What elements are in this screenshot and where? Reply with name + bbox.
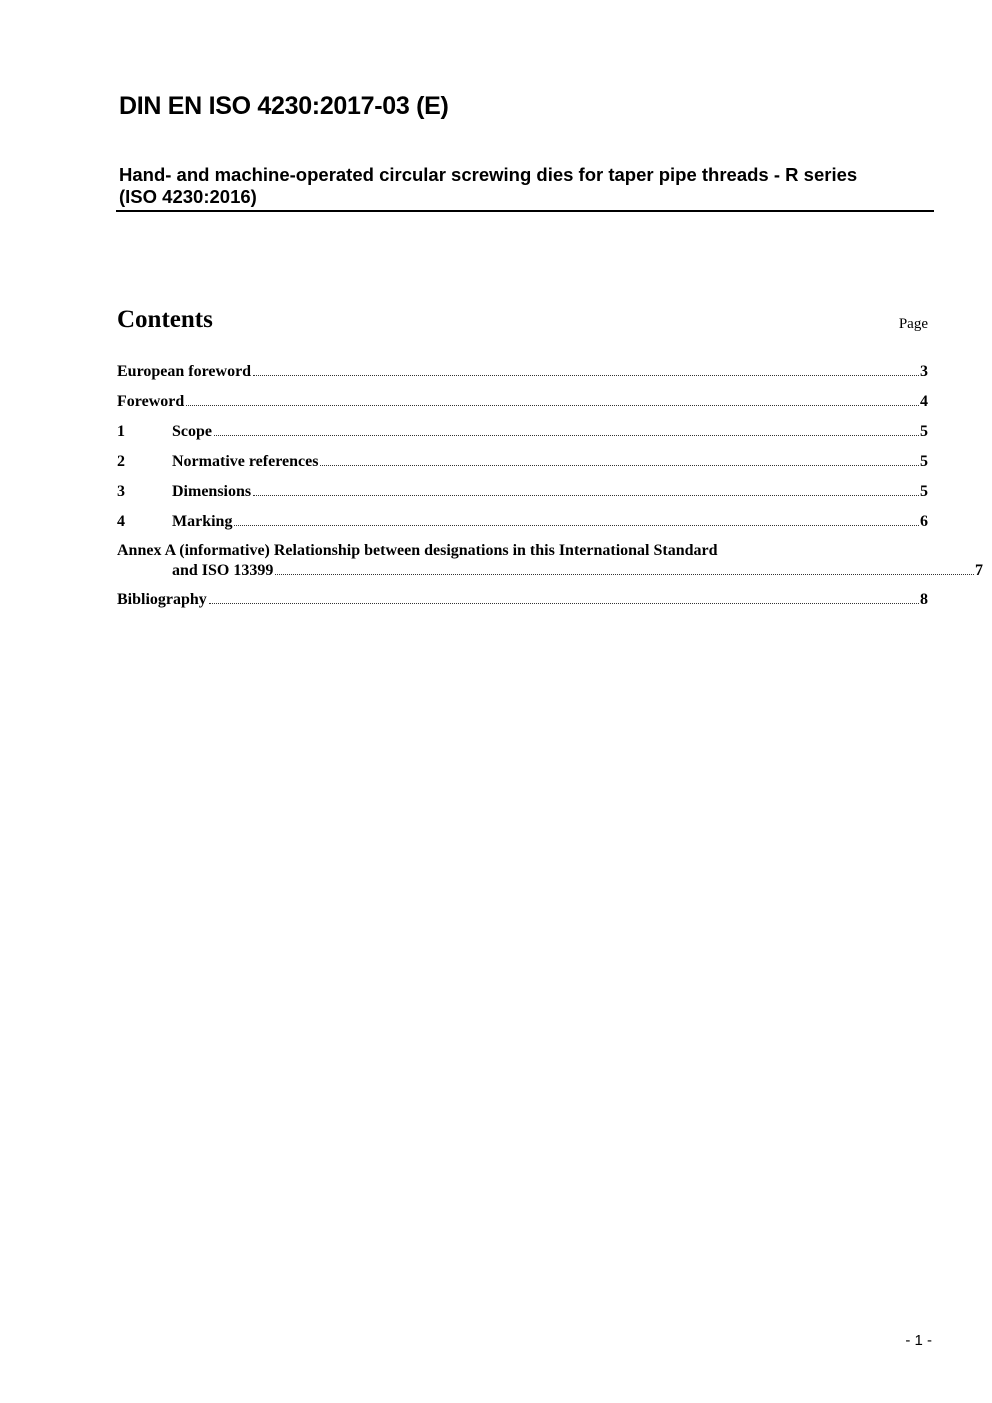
toc-entry-normative-references[interactable] (117, 452, 928, 472)
toc-annex-text-line-2: and ISO 13399 (172, 562, 274, 579)
toc-entry-page: 8 (920, 591, 928, 608)
toc-entry-text: Scope (172, 423, 212, 440)
toc-dot-leader (209, 603, 919, 604)
toc-dot-leader (253, 375, 919, 376)
toc-entry-page: 5 (920, 453, 928, 470)
page-number: - 1 - (905, 1332, 932, 1349)
toc-dot-leader (320, 465, 919, 466)
toc-annex-text-line-1: Annex A (informative) Relationship between designations in this International Standard (117, 542, 718, 559)
table-of-contents (117, 362, 983, 610)
document-id: DIN EN ISO 4230:2017-03 (E) (119, 92, 449, 120)
title-underline (116, 210, 934, 212)
toc-entry-scope[interactable] (117, 422, 928, 442)
page-column-label: Page (898, 316, 928, 332)
toc-entry-number: 1 (117, 423, 125, 440)
toc-entry-text: Marking (172, 513, 233, 530)
toc-entry-marking[interactable] (117, 512, 928, 532)
toc-entry-text: Dimensions (172, 483, 252, 500)
document-title-line-1: Hand- and machine-operated circular screwing dies for taper pipe threads - R series (119, 164, 858, 185)
toc-entry-page: 4 (920, 393, 928, 410)
toc-dot-leader (275, 574, 974, 575)
toc-entry-page: 6 (920, 513, 928, 530)
toc-dot-leader (214, 435, 919, 436)
toc-entry-text: European foreword (117, 363, 252, 380)
toc-dot-leader (186, 405, 919, 406)
toc-entry-text: Normative references (172, 453, 319, 470)
toc-entry-foreword[interactable] (117, 392, 928, 412)
toc-entry-text: Bibliography (117, 591, 207, 608)
toc-dot-leader (253, 495, 919, 496)
document-title-line-2: (ISO 4230:2016) (119, 186, 257, 207)
document-title (119, 164, 935, 208)
toc-dot-leader (234, 525, 919, 526)
toc-entry-text: Foreword (117, 393, 185, 410)
toc-entry-bibliography[interactable] (117, 590, 928, 610)
toc-entry-number: 3 (117, 483, 125, 500)
contents-heading: Contents (117, 306, 213, 333)
toc-entry-page: 7 (975, 562, 983, 579)
toc-entry-page: 3 (920, 363, 928, 380)
toc-entry-annex-a[interactable] (117, 541, 983, 581)
toc-entry-european-foreword[interactable] (117, 362, 928, 382)
toc-entry-number: 2 (117, 453, 125, 470)
toc-entry-page: 5 (920, 423, 928, 440)
toc-entry-dimensions[interactable] (117, 482, 928, 502)
toc-entry-page: 5 (920, 483, 928, 500)
toc-entry-number: 4 (117, 513, 125, 530)
